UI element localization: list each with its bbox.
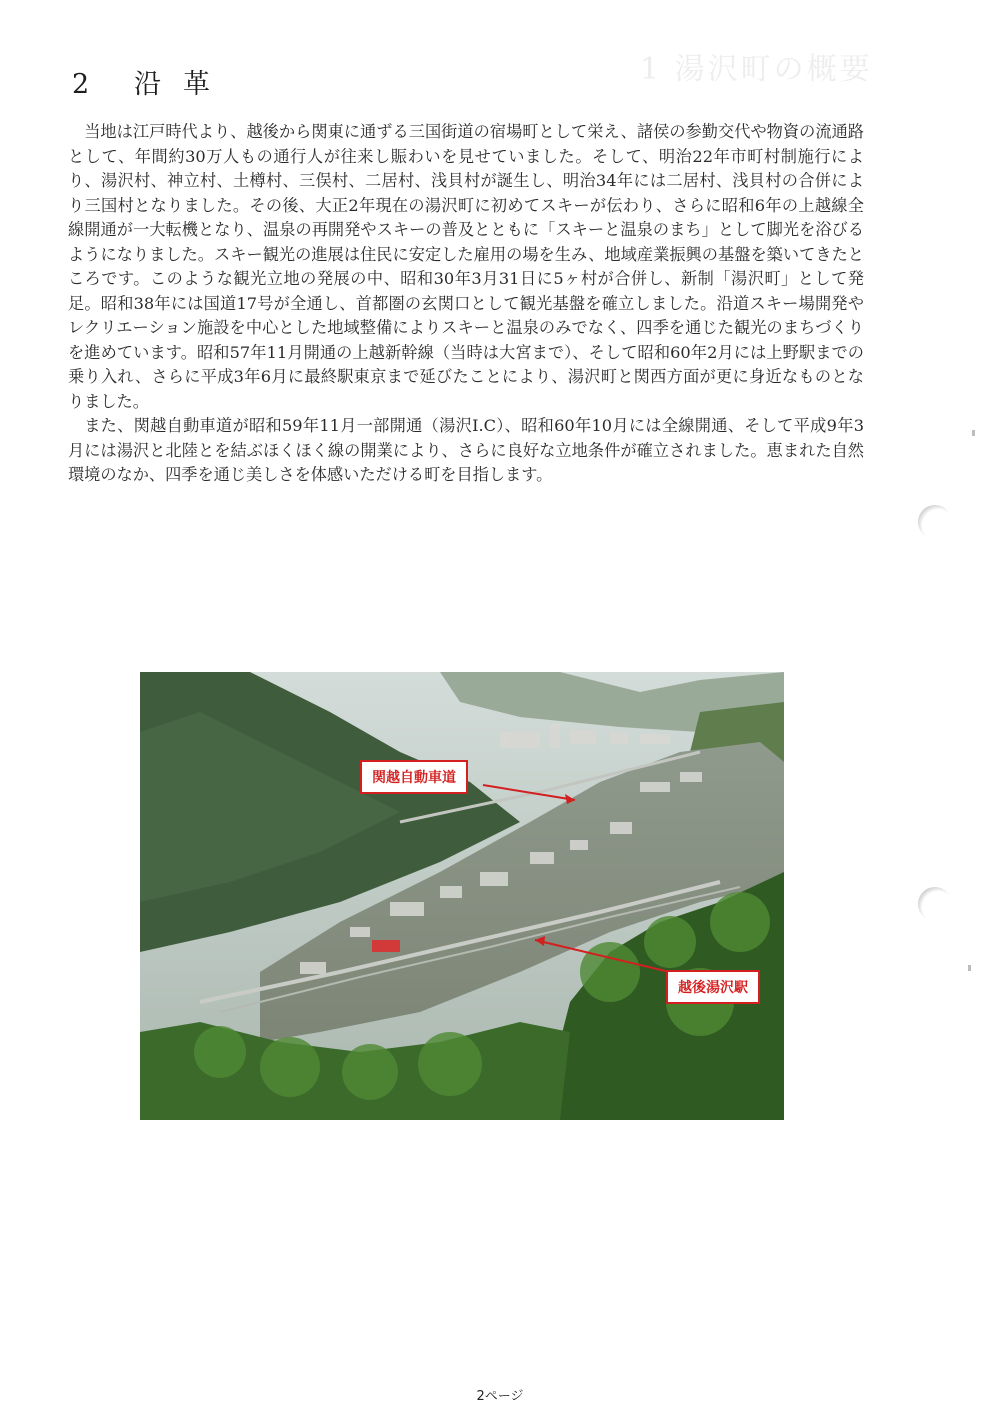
paragraph-access: また、関越自動車道が昭和59年11月一部開通（湯沢I.C）、昭和60年10月には全線開通、そして平成9年3月には湯沢と北陸とを結ぶほくほく線の開業により、さらに良好な立地条件が確立されました。恵まれた自然環境のなか、四季を通じ美しさを体感いただける町を目指します。	[68, 416, 864, 484]
body-text	[68, 120, 864, 488]
label-station: 越後湯沢駅	[666, 970, 760, 1004]
scan-mark	[972, 430, 975, 436]
red-roof-building	[372, 940, 400, 952]
punch-hole-top	[918, 505, 952, 539]
photo-illustration	[140, 672, 784, 1120]
punch-hole-bottom	[918, 887, 952, 921]
section-title: 沿革	[134, 69, 232, 100]
ghost-heading: 1 湯沢町の概要	[640, 52, 873, 87]
paragraph-history: 当地は江戸時代より、越後から関東に通ずる三国街道の宿場町として栄え、諸侯の参勤交代や物資の流通路として、年間約30万人もの通行人が往来し賑わいを見せていました。そして、明治22年市町村制施行により、湯沢村、神立村、土樽村、三俣村、二居村、浅貝村が誕生し、明治34年には二居村、浅貝村の合併により三国村となりました。その後、大正2年現在の湯沢町に初めてスキーが伝わり、さらに昭和6年の上越線全線開通が一大転機となり、温泉の再開発やスキーの普及とともに「スキーと温泉のまち」として脚光を浴びるようになりました。スキー観光の進展は住民に安定した雇用の場を生み、地域産業振興の基盤を築いてきたところです。このような観光立地の発展の中、昭和30年3月31日に5ヶ村が合併し、新制「湯沢町」として発足。昭和38年には国道17号が全通し、首都圏の玄関口として観光基盤を確立しました。沿道スキー場開発やレクリエーション施設を中心とした地域整備によりスキーと温泉のみでなく、四季を通じた観光のまちづくりを進めています。昭和57年11月開通の上越新幹線（当時は大宮まで）、そして昭和60年2月には上野駅までの乗り入れ、さらに平成3年6月に最終駅東京まで延びたことにより、湯沢町と関西方面が更に身近なものとなりました。	[68, 122, 864, 411]
section-heading	[72, 62, 232, 101]
scan-mark	[968, 965, 971, 971]
page-number: 2ページ	[476, 1389, 524, 1404]
town-aerial-photo	[140, 672, 784, 1120]
section-number: 2	[72, 69, 92, 100]
label-highway: 関越自動車道	[360, 760, 468, 794]
